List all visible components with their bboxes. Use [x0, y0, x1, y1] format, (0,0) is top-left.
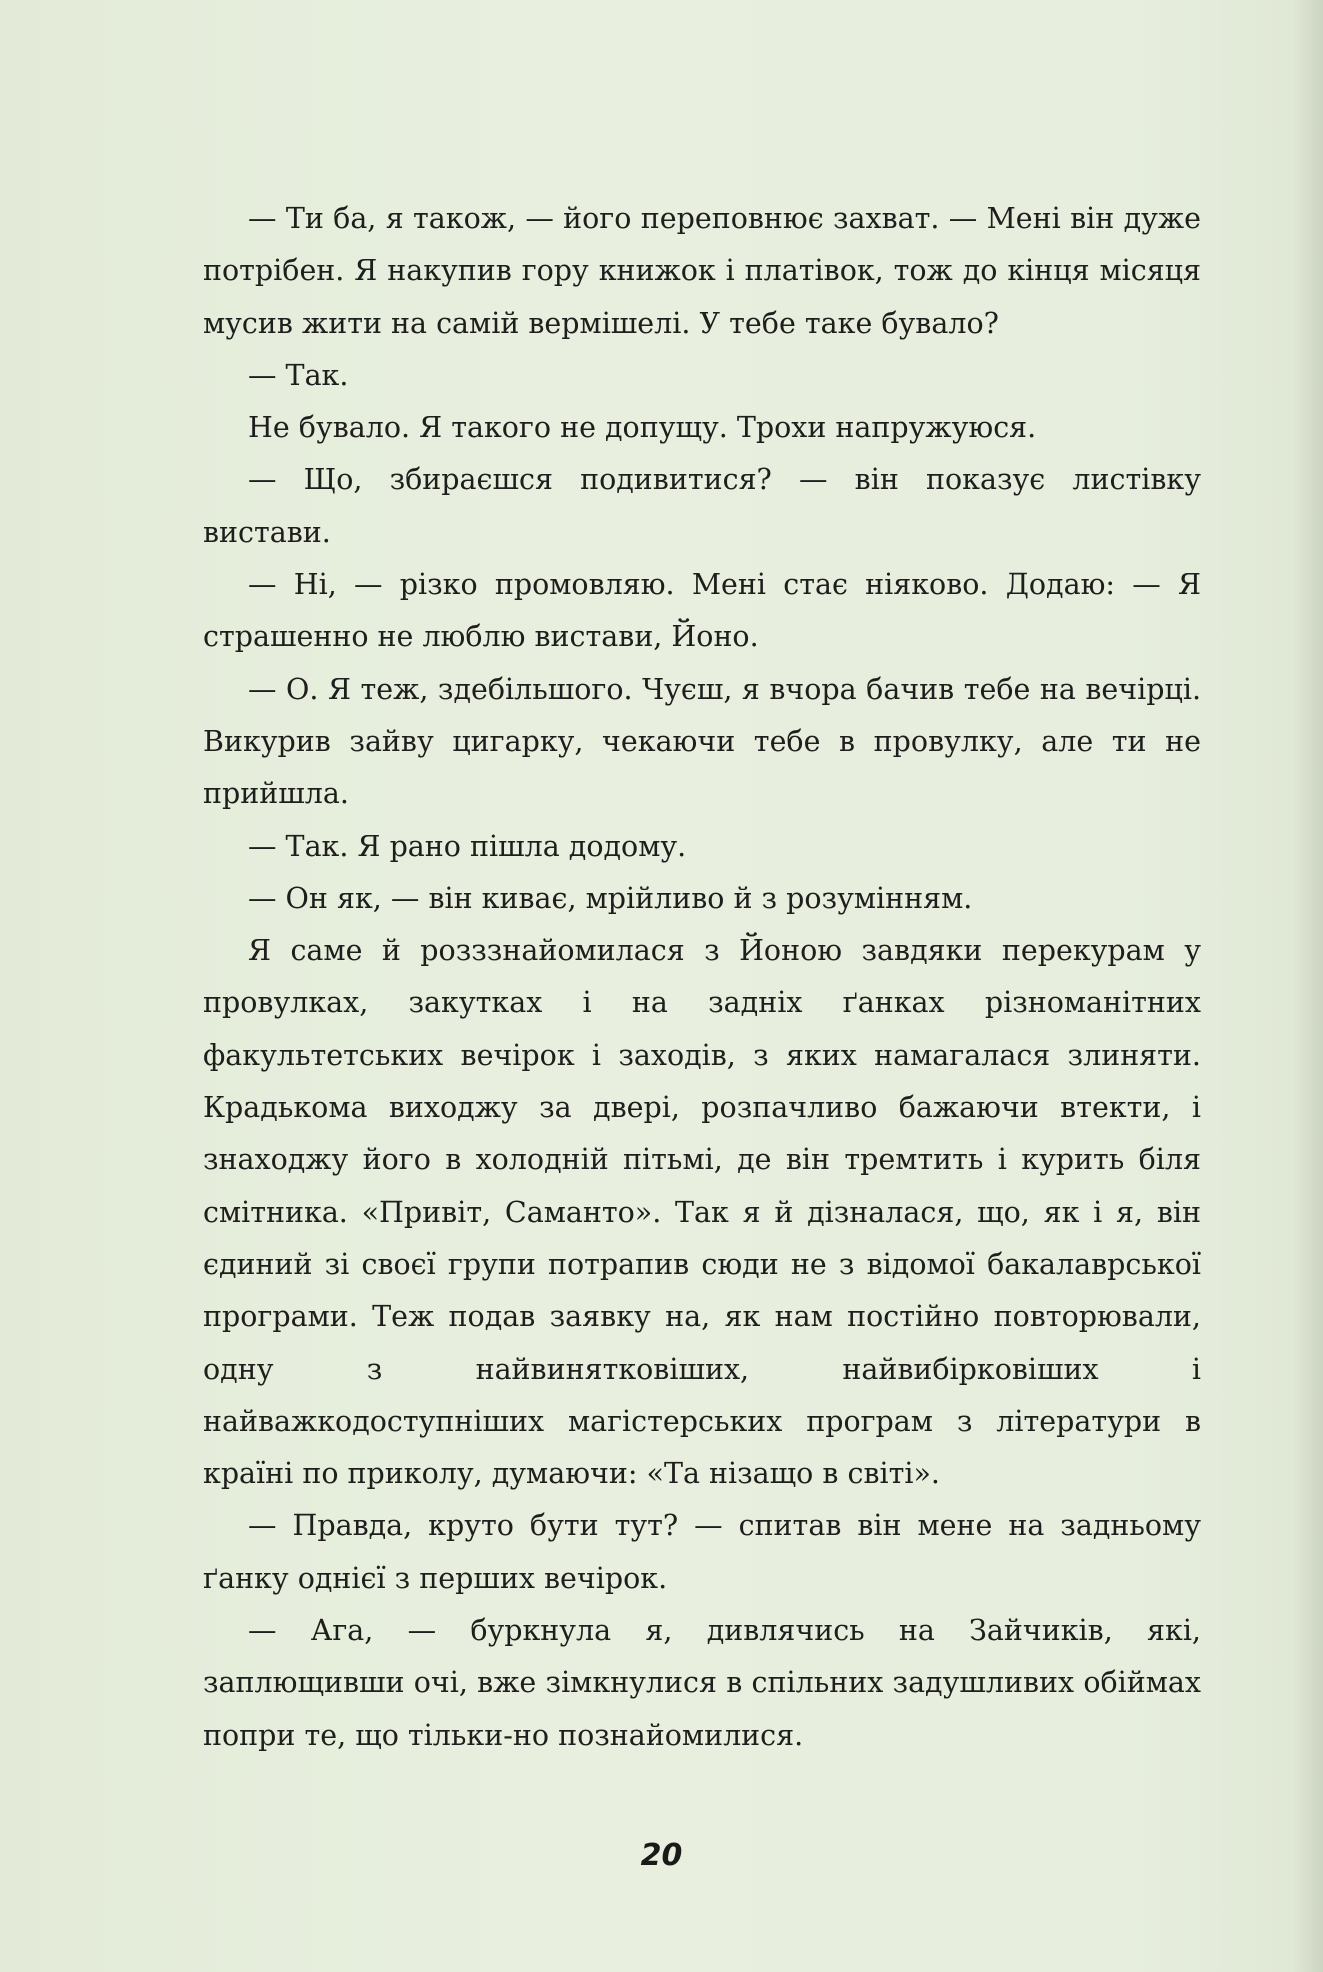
paragraph-10: — Правда, круто бути тут? — спитав він мене на задньому ґанку однієї з перших вечірок. — [203, 1509, 1201, 1595]
paragraph-2: — Так. — [248, 358, 349, 392]
paragraph-7: — Так. Я рано пішла додому. — [248, 829, 687, 863]
paragraph-6: — О. Я теж, здебільшого. Чуєш, я вчора бачив тебе на вечірці. Викурив зайву цигарку, чекаючи тебе в провулку, але ти не прийшла. — [203, 672, 1201, 811]
page-edge-shadow — [1293, 0, 1323, 1972]
paragraph-4: — Що, збираєшся подивитися? — він показує листівку вистави. — [203, 463, 1201, 549]
paragraph-11: — Ага, — буркнула я, дивлячись на Зайчиків, які, заплющивши очі, вже зімкнулися в спільних задушливих обіймах попри те, що тільки-но познайомилися. — [203, 1614, 1201, 1752]
paragraph-8: — Он як, — він киває, мрійливо й з розумінням. — [248, 881, 973, 915]
body-text — [203, 193, 1201, 1762]
page-number: 20 — [640, 1838, 683, 1873]
paragraph-5: — Ні, — різко промовляю. Мені стає ніяково. Додаю: — Я страшенно не люблю вистави, Йоно. — [203, 568, 1201, 654]
paragraph-1: — Ти ба, я також, — його переповнює захват. — Мені він дуже потрібен. Я накупив гору книжок і платівок, тож до кінця місяця мусив жити на самій вермішелі. У тебе таке бувало? — [203, 202, 1201, 340]
paragraph-3: Не бувало. Я такого не допущу. Трохи напружуюся. — [248, 411, 1037, 445]
paragraph-9: Я саме й розззнайомилася з Йоною завдяки перекурам у провулках, закутках і на задніх ґанках різноманітних факультетських вечірок і заходів, з яких намагалася злиняти. Крадькома виходжу за двері, розпачливо бажаючи втекти, і знаходжу його в холодній пітьмі, де він тремтить і курить біля смітника. «Привіт, Саманто». Так я й дізналася, що, як і я, він єдиний зі своєї групи потрапив сюди не з відомої бакалаврської програми. Теж подав заявку на, як нам постійно повторювали, одну з найвинятковіших, найвибірковіших і найважкодоступніших магістерських програм з літератури в країні по приколу, думаючи: «Та нізащо в світі». — [203, 934, 1201, 1491]
